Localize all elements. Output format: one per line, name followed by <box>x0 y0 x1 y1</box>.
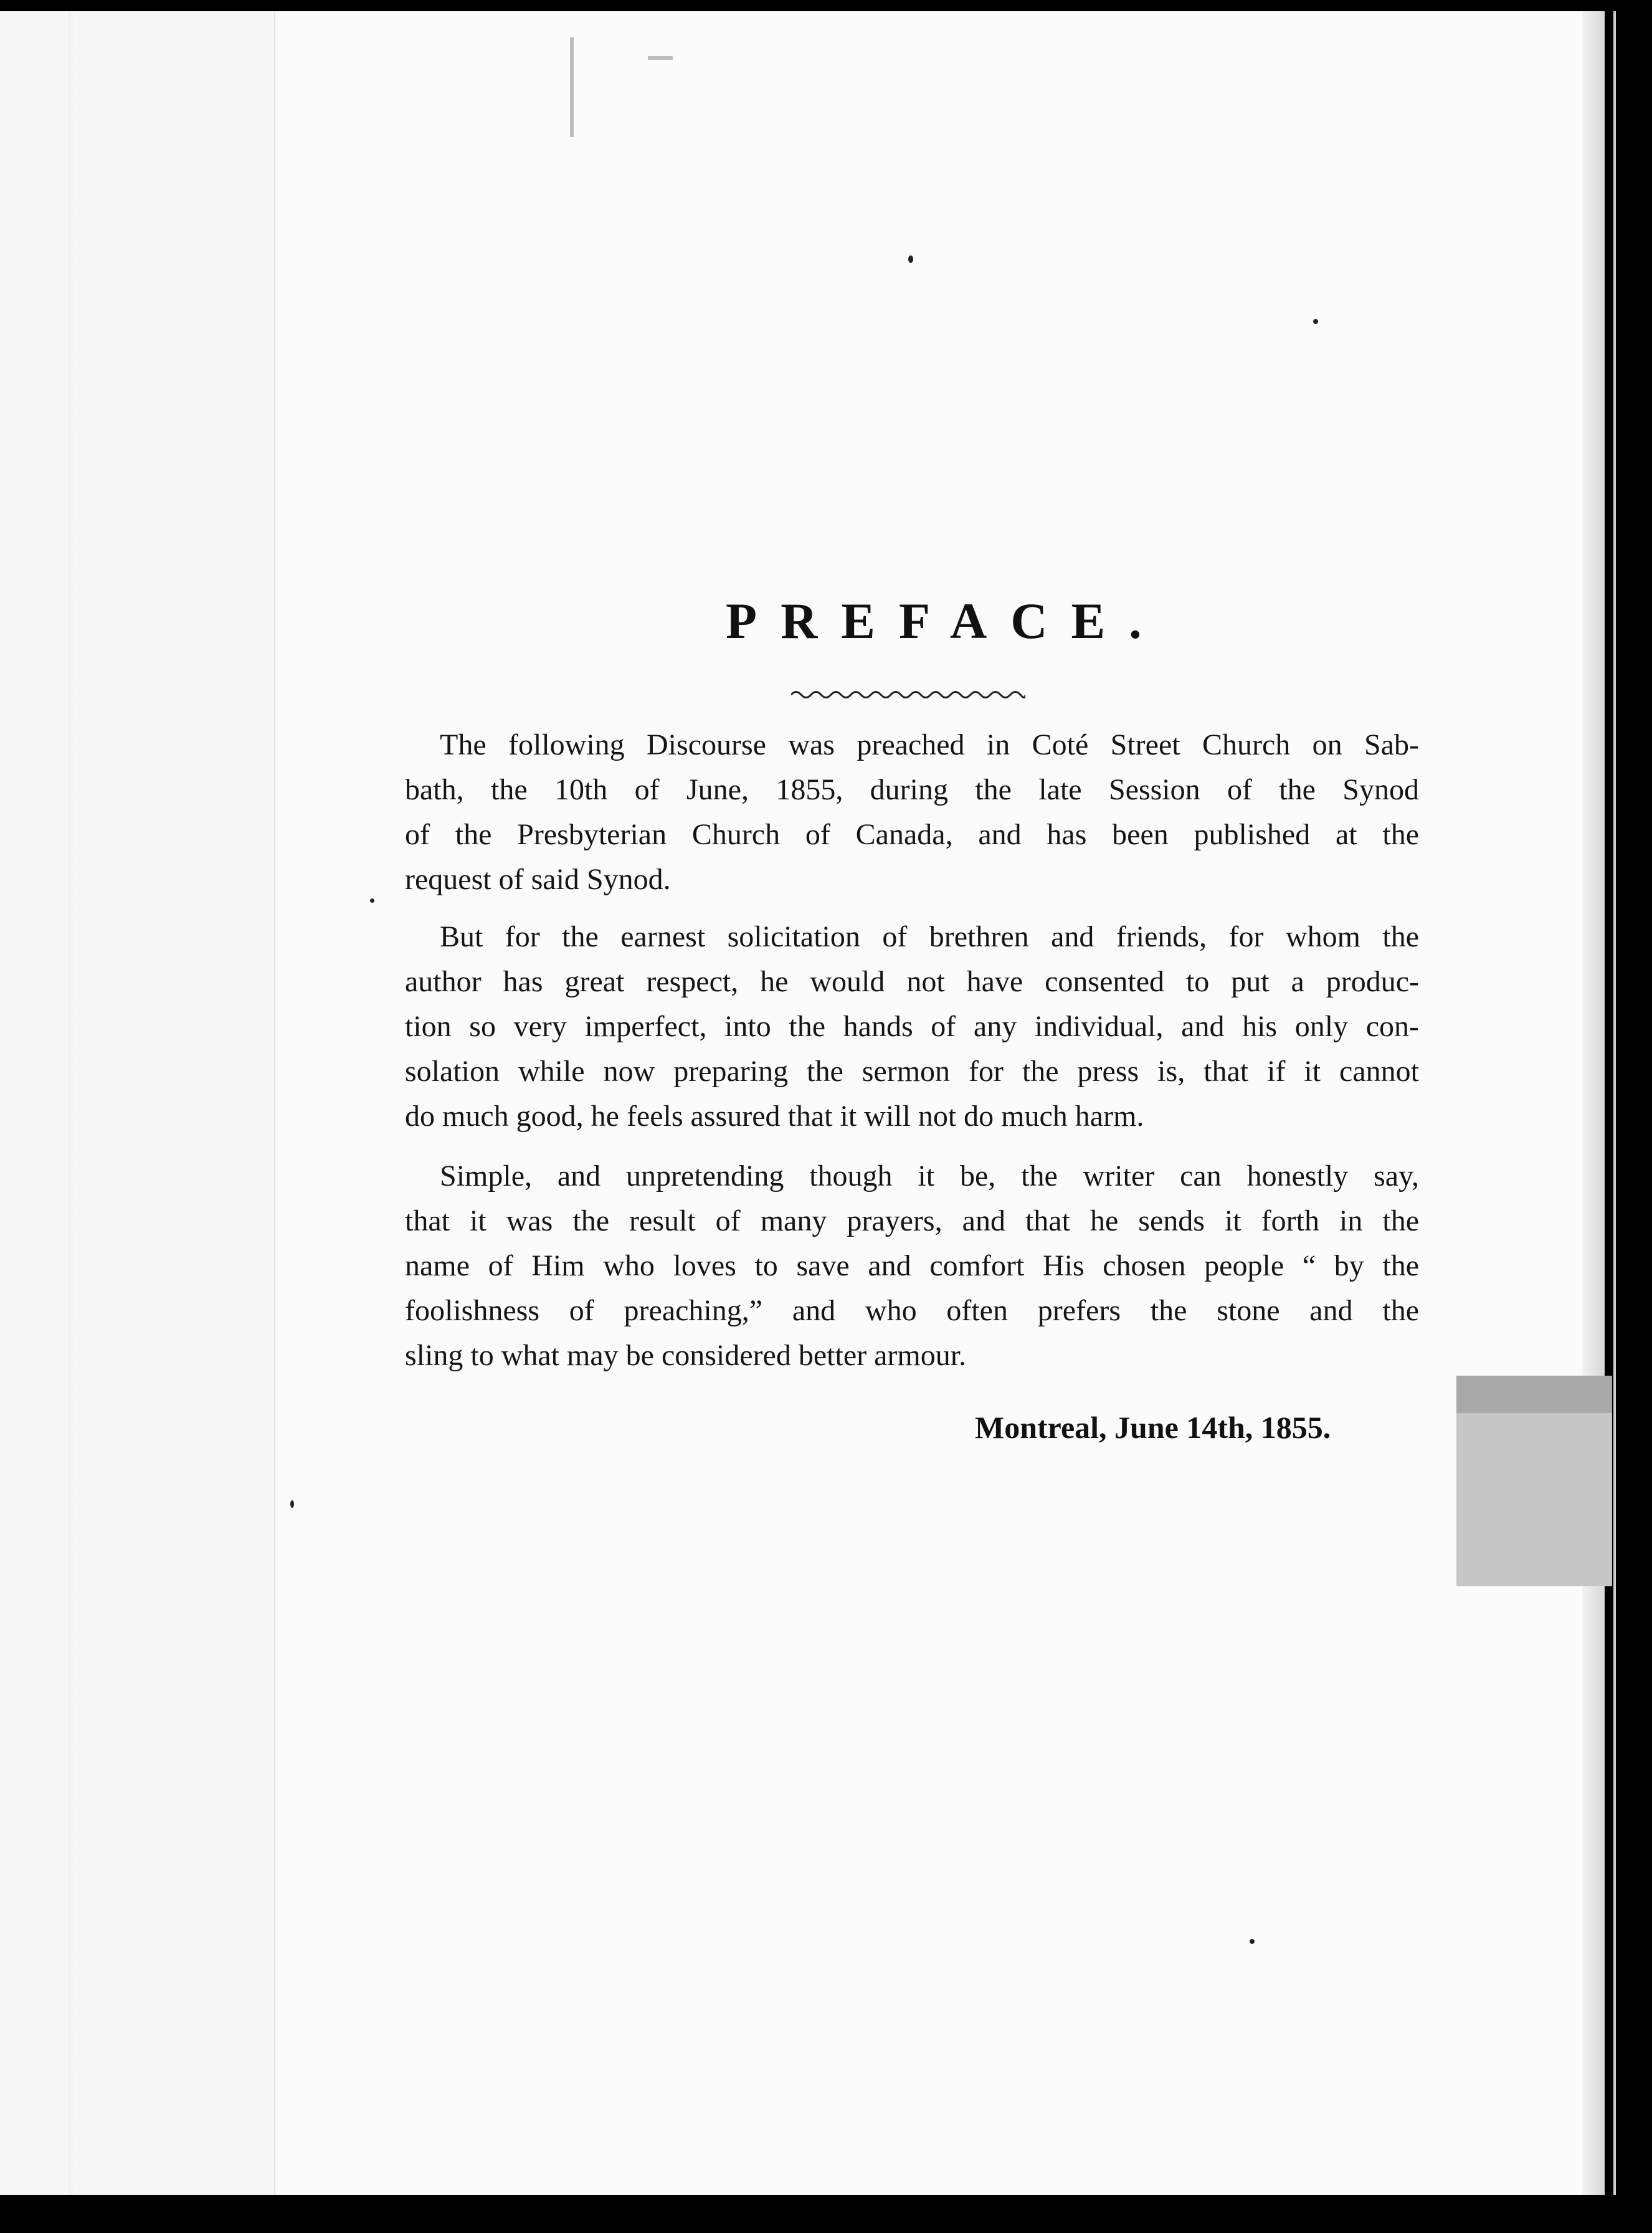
speck <box>1313 319 1318 324</box>
text-line: name of Him who loves to save and comfort His chosen people “ by the <box>405 1249 1419 1282</box>
text-line: But for the earnest solicitation of brethren and friends, for whom the <box>440 920 1419 953</box>
grey-tab-stripe <box>1456 1376 1612 1413</box>
text-line: do much good, he feels assured that it will not do much harm. <box>405 1100 1144 1133</box>
text-line: The following Discourse was preached in Coté Street Church on Sab- <box>440 728 1419 761</box>
binding-fold <box>69 11 75 2195</box>
paper-crease <box>570 37 574 137</box>
text-line: bath, the 10th of June, 1855, during the late Session of the Synod <box>405 773 1419 806</box>
place-date-line: Montreal, June 14th, 1855. <box>975 1410 1331 1445</box>
paper-edge-line <box>1613 11 1616 2195</box>
text-line: author has great respect, he would not have consented to put a produc- <box>405 965 1419 998</box>
text-line: Simple, and unpretending though it be, the writer can honestly say, <box>440 1159 1419 1193</box>
ornamental-rule <box>791 688 1025 702</box>
page-title: PREFACE. <box>726 593 1165 649</box>
speck <box>908 255 913 263</box>
speck <box>290 1500 294 1508</box>
binding-strip <box>0 11 275 2195</box>
paper-crease <box>648 56 673 60</box>
text-line: tion so very imperfect, into the hands of any individual, and his only con- <box>405 1010 1419 1043</box>
text-line: that it was the result of many prayers, and that he sends it forth in the <box>405 1204 1419 1237</box>
scan-bottom-border <box>0 2195 1652 2233</box>
text-line: solation while now preparing the sermon for the press is, that if it cannot <box>405 1055 1419 1088</box>
speck <box>370 898 374 903</box>
text-line: foolishness of preaching,” and who often prefers the stone and the <box>405 1294 1419 1327</box>
text-line: request of said Synod. <box>405 863 671 896</box>
text-line: of the Presbyterian Church of Canada, and has been published at the <box>405 818 1419 851</box>
speck <box>1250 1939 1255 1944</box>
text-line: sling to what may be considered better armour. <box>405 1339 967 1372</box>
paper-right-edge <box>1582 11 1605 2195</box>
